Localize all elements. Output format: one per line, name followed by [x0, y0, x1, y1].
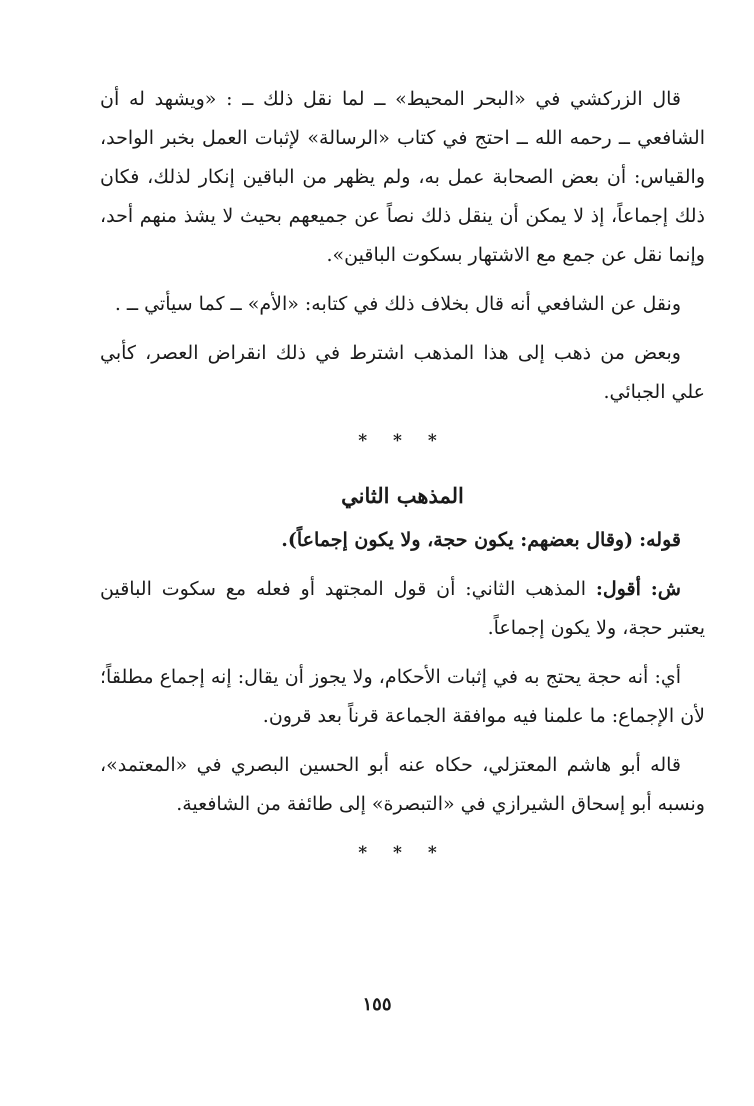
- section-separator: * * *: [358, 431, 447, 451]
- sharh-prefix: ش:: [650, 578, 681, 600]
- page-body: [100, 80, 705, 888]
- section-separator-bottom: * * *: [358, 843, 447, 863]
- sharh-text: المذهب الثاني: أن قول المجتهد أو فعله مع سكوت الباقين يعتبر حجة، ولا يكون إجماعاً.: [100, 578, 705, 639]
- quote-lead: قوله:: [639, 529, 681, 551]
- page-number: ١٥٥: [362, 994, 392, 1015]
- paragraph-zarkashi-quote: قال الزركشي في «البحر المحيط» ــ لما نقل ذلك ــ : «ويشهد له أن الشافعي ــ رحمه الله ــ احتج في كتاب «الرسالة» لإثبات العمل بخبر الواحد، والقياس: أن بعض الصحابة عمل به، ولم يظهر من الباقين إنكار لذلك، فكان ذلك إجماعاً، إذ لا يمكن أن ينقل ذلك نصاً عن جميعهم بحيث لا يشذ منهم أحد، وإنما نقل عن جمع مع الاشتهار بسكوت الباقين».: [100, 88, 705, 266]
- quote-text: (وقال بعضهم: يكون حجة، ولا يكون إجماعاً).: [281, 529, 634, 551]
- paragraph-attribution: قاله أبو هاشم المعتزلي، حكاه عنه أبو الحسين البصري في «المعتمد»، ونسبه أبو إسحاق الشيرازي في «التبصرة» إلى طائفة من الشافعية.: [100, 754, 705, 815]
- sharh-lead: أقول:: [595, 578, 641, 600]
- section-heading: المذهب الثاني: [341, 483, 464, 508]
- paragraph-inqirad-asr: وبعض من ذهب إلى هذا المذهب اشترط في ذلك انقراض العصر، كأبي علي الجبائي.: [100, 342, 705, 403]
- quoted-text-line: [100, 521, 705, 560]
- paragraph-shafii-umm: ونقل عن الشافعي أنه قال بخلاف ذلك في كتابه: «الأم» ــ كما سيأتي ــ .: [114, 293, 681, 315]
- paragraph-sharh: [100, 570, 705, 648]
- paragraph-hujja-explanation: أي: أنه حجة يحتج به في إثبات الأحكام، ولا يجوز أن يقال: إنه إجماع مطلقاً؛ لأن الإجماع: ما علمنا فيه موافقة الجماعة قرناً بعد قرون.: [100, 666, 705, 727]
